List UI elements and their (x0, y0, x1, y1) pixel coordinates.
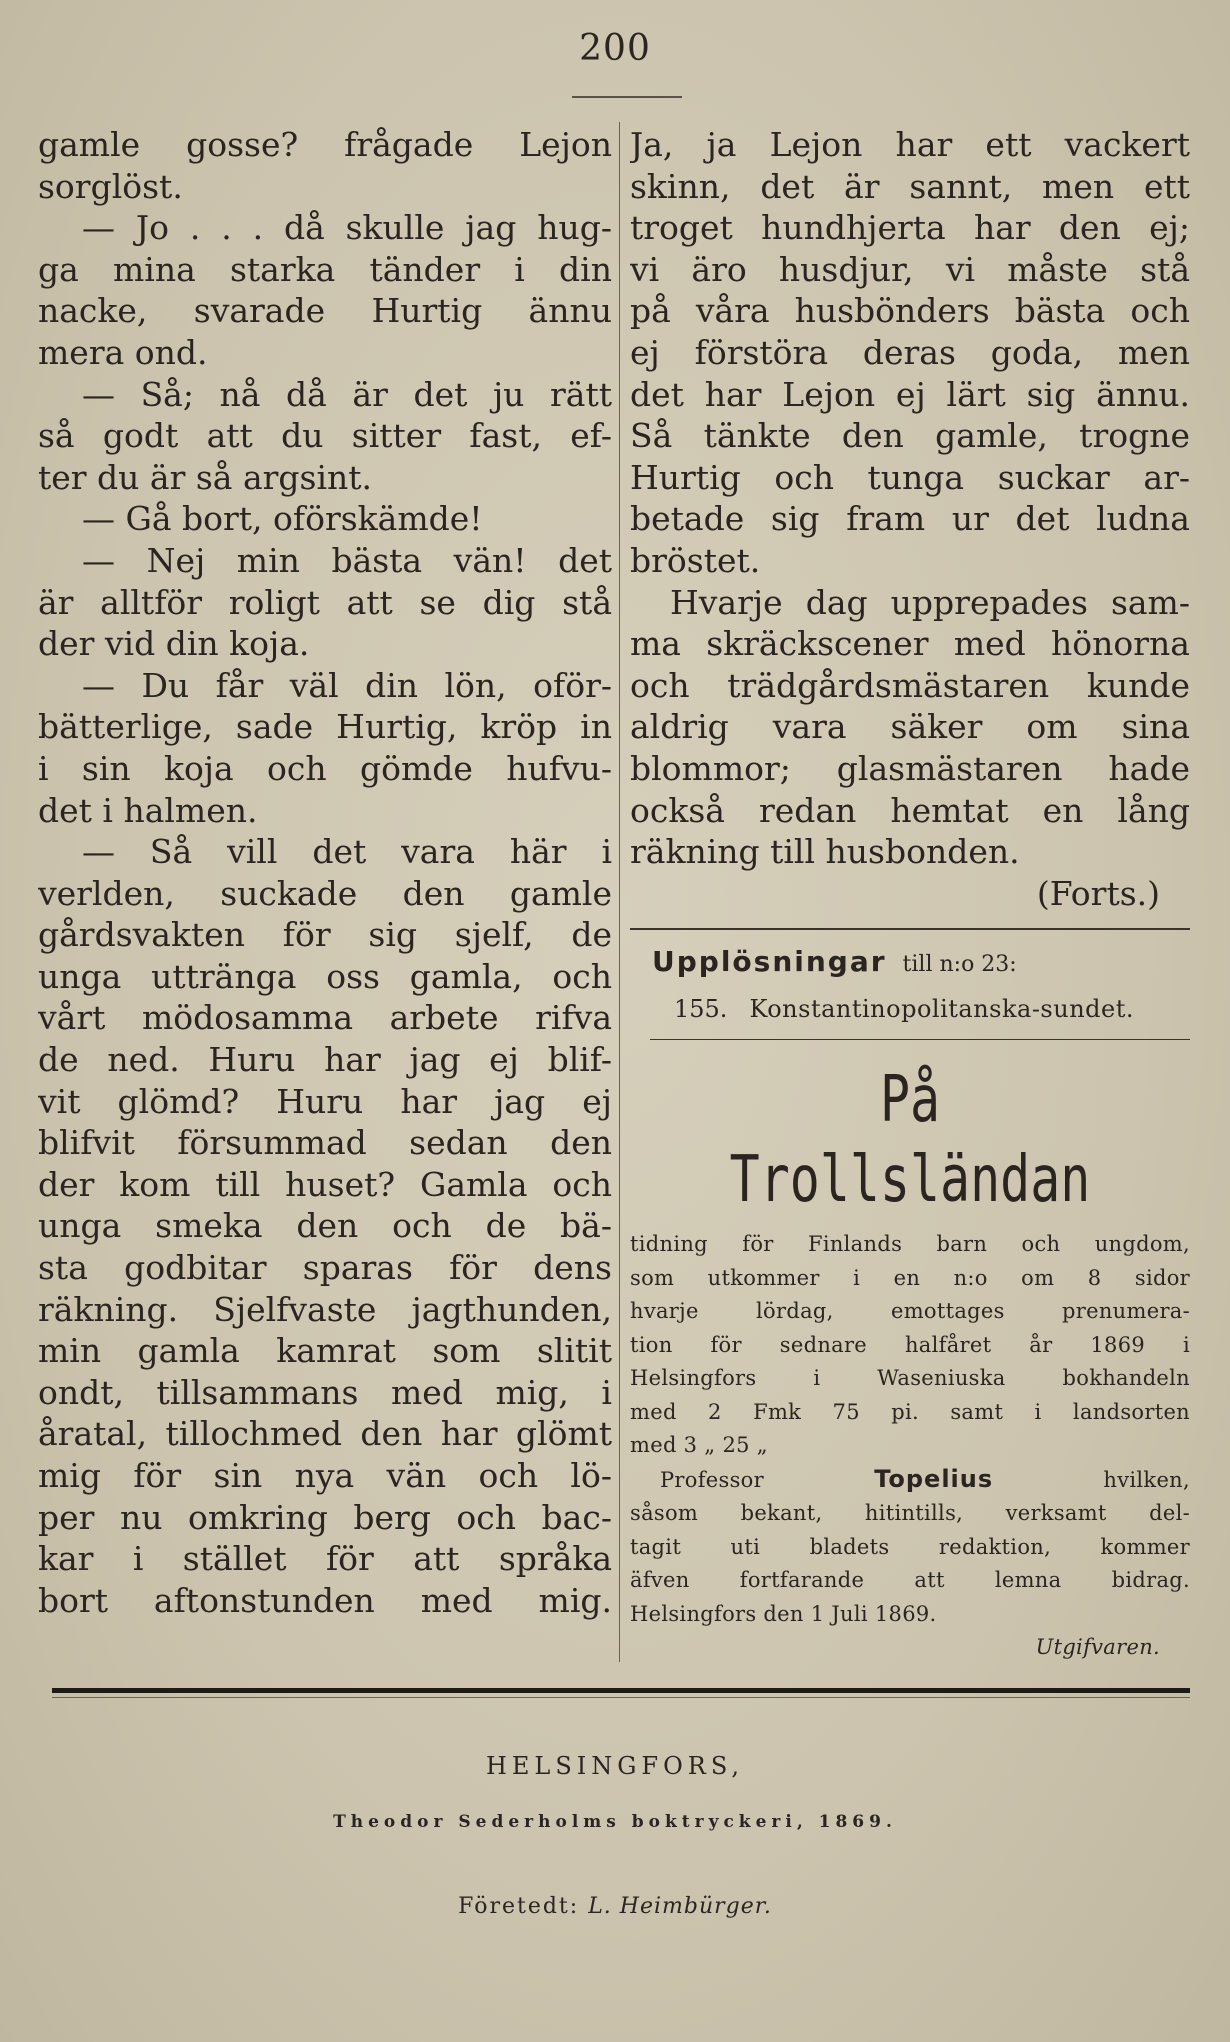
right-line: troget hundhjerta har den ej; (630, 208, 1190, 248)
left-line: min gamla kamrat som slitit (38, 1331, 612, 1371)
right-line: det har Lejon ej lärt sig ännu. (630, 374, 1190, 414)
right-column (630, 124, 1190, 1665)
section-rule (650, 1039, 1190, 1040)
left-line: ter du är så argsint. (38, 457, 373, 497)
left-line: räkning. Sjelfvaste jagthunden, (38, 1289, 612, 1329)
right-line: Så tänkte den gamle, trogne (630, 416, 1190, 456)
left-line: gamle gosse? frågade Lejon (38, 125, 612, 164)
left-line: sta godbitar sparas för dens (38, 1248, 612, 1288)
left-line: vårt mödosamma arbete rifva (38, 998, 612, 1038)
ad-line: med 3 „ 25 „ (630, 1433, 768, 1458)
right-line: Hvarje dag upprepades sam- (670, 582, 1190, 622)
left-line: ga mina starka tänder i din (38, 249, 612, 289)
left-line: — Så; nå då är det ju rätt (82, 374, 612, 414)
left-line: blifvit försummad sedan den (38, 1123, 612, 1163)
ad-line: Helsingfors den 1 Juli 1869. (630, 1601, 937, 1626)
right-line: blommor; glasmästaren hade (630, 748, 1190, 788)
left-line: unga uttränga oss gamla, och (38, 956, 612, 996)
ad-line: med 2 Fmk 75 pi. samt i landsorten (630, 1399, 1190, 1424)
left-line: unga smeka den och de bä- (38, 1206, 612, 1246)
advertisement-body (630, 1228, 1190, 1665)
left-line: nacke, svarade Hurtig ännu (38, 291, 612, 331)
page-number: 200 (579, 28, 651, 69)
imprint-printer: Theodor Sederholms boktryckeri, 1869. (333, 1812, 897, 1832)
notice-label: till n:o 23: (902, 952, 1017, 978)
professor-prefix: Professor (660, 1467, 764, 1492)
right-line: ej förstöra deras goda, men (630, 332, 1190, 372)
left-line: — Du får väl din lön, oför- (82, 665, 612, 705)
left-line: gårdsvakten för sig sjelf, de (38, 915, 612, 955)
ad-line: äfven fortfarande att lemna bidrag. (630, 1568, 1190, 1593)
left-line: kar i stället för att språka (38, 1539, 612, 1579)
left-line: sorglöst. (38, 166, 183, 206)
left-line: mig för sin nya vän och lö- (38, 1456, 612, 1495)
bottom-rule (52, 1688, 1190, 1693)
left-line: der kom till huset? Gamla och (38, 1164, 612, 1204)
solutions-notice (630, 940, 1190, 987)
left-line: ondt, tillsammans med mig, i (38, 1372, 612, 1412)
left-line: per nu omkring berg och bac- (38, 1497, 612, 1537)
left-column (38, 124, 612, 1621)
left-line: — Gå bort, oförskämde! (82, 499, 483, 539)
right-line: och trädgårdsmästaren kunde (630, 665, 1190, 705)
professor-name: Topelius (874, 1464, 994, 1493)
notice-subject: Konstantinopolitanska-sundet. (749, 995, 1135, 1024)
left-line: bort aftonstunden med mig. (38, 1580, 612, 1620)
left-line: verlden, suckade den gamle (38, 873, 612, 913)
left-line: mera ond. (38, 332, 208, 372)
left-line: i sin koja och gömde hufvu- (38, 748, 612, 788)
advertisement-title: På Trollsländan (729, 1063, 1091, 1218)
section-rule (630, 928, 1190, 930)
right-line: vi äro husdjur, vi måste stå (630, 249, 1190, 289)
continued-marker: (Forts.) (1036, 873, 1160, 913)
imprint-city: HELSINGFORS, (485, 1752, 745, 1780)
solutions-answer (630, 987, 1190, 1031)
header-rule (572, 96, 682, 98)
presented-name: L. Heimbürger. (588, 1894, 772, 1919)
ad-line: tagit uti bladets redaktion, kommer (630, 1534, 1190, 1559)
left-line: — Nej min bästa vän! det (82, 540, 612, 580)
ad-line: hvarje lördag, emottages prenumera- (630, 1299, 1190, 1324)
ad-signature: Utgifvaren. (1035, 1635, 1160, 1660)
professor-suffix: hvilken, (1103, 1467, 1190, 1492)
bottom-rule-thin (52, 1697, 1190, 1698)
left-line: det i halmen. (38, 790, 258, 830)
presented-label: Företedt: (458, 1894, 580, 1919)
notice-number: 155. (674, 995, 728, 1024)
left-line: — Så vill det vara här i (82, 832, 612, 872)
left-line: der vid din koja. (38, 624, 310, 664)
ad-professor-line (630, 1463, 1190, 1498)
column-divider (619, 122, 620, 1662)
ad-line: Helsingfors i Waseniuska bokhandeln (630, 1366, 1190, 1391)
left-line: bätterlige, sade Hurtig, kröp in (38, 707, 612, 747)
notice-title: Upplösningar (652, 945, 887, 979)
left-line: — Jo . . . då skulle jag hug- (82, 208, 612, 248)
right-line: Ja, ja Lejon har ett vackert (630, 125, 1190, 164)
right-line: också redan hemtat en lång (630, 790, 1190, 830)
right-line: räkning till husbonden. (630, 832, 1020, 872)
imprint-presented (0, 1894, 1230, 1919)
right-line: skinn, det är sannt, men ett (630, 166, 1190, 206)
ad-line: såsom bekant, hitintills, verksamt del- (630, 1501, 1190, 1526)
left-line: åratal, tillochmed den har glömt (38, 1414, 612, 1454)
right-line: bröstet. (630, 540, 761, 580)
ad-line: tion för sednare halfåret år 1869 i (630, 1332, 1190, 1357)
ad-line: tidning för Finlands barn och ungdom, (630, 1232, 1190, 1257)
ad-line: som utkommer i en n:o om 8 sidor (630, 1265, 1190, 1290)
left-line: de ned. Huru har jag ej blif- (38, 1040, 612, 1080)
left-line: vit glömd? Huru har jag ej (38, 1081, 612, 1121)
right-line: Hurtig och tunga suckar ar- (630, 457, 1190, 497)
right-line: aldrig vara säker om sina (630, 707, 1190, 747)
left-line: så godt att du sitter fast, ef- (38, 416, 612, 456)
right-line: betade sig fram ur det ludna (630, 499, 1190, 539)
left-line: är alltför roligt att se dig stå (38, 582, 612, 622)
right-line: på våra husbönders bästa och (630, 291, 1190, 331)
right-line: ma skräckscener med hönorna (630, 624, 1190, 664)
